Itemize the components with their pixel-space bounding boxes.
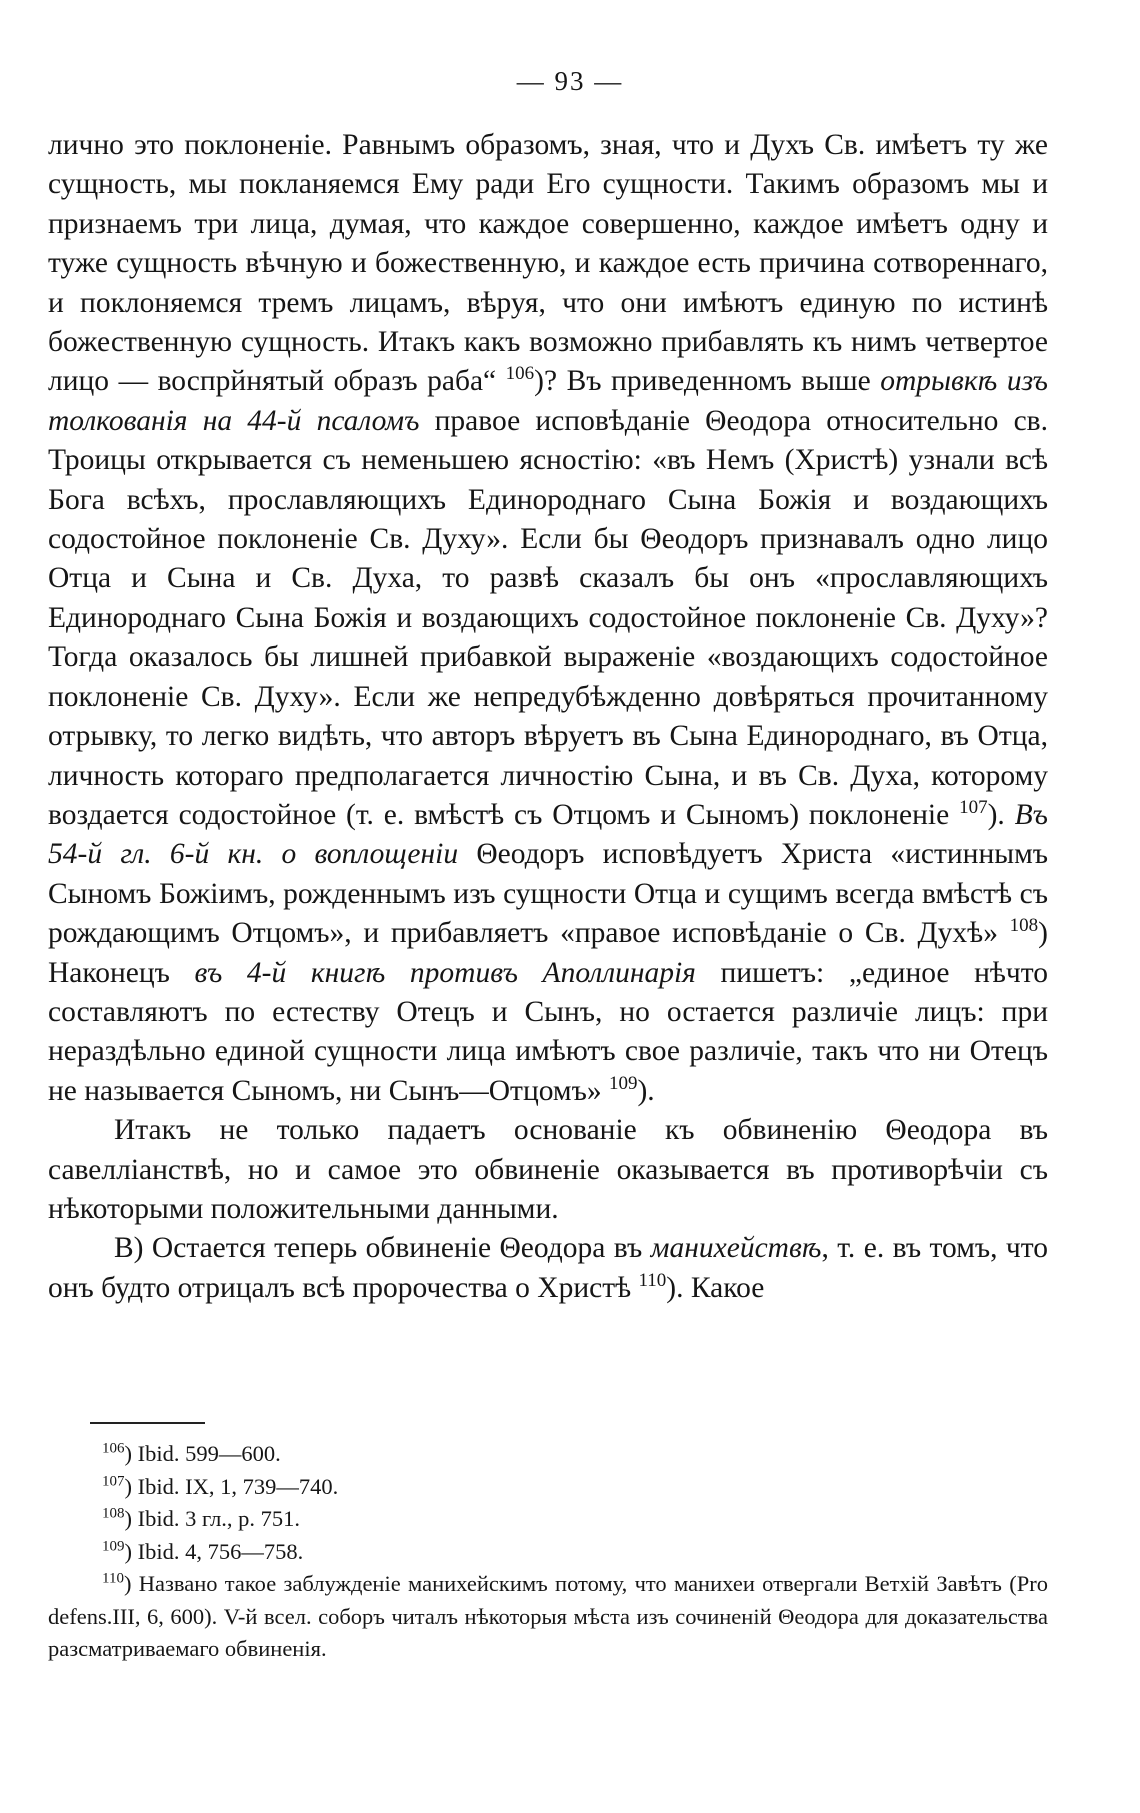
text-run: лично это поклоненіе. Равнымъ образомъ, зная, что и Духъ Св. имѣетъ ту же сущность, мы покланяемся Ему ради Его сущности. Такимъ образомъ мы и признаемъ три лица, думая, что каждое совершенно, каждое имѣетъ одну и туже сущность вѣчную и божественную, и каждое есть причина сотвореннаго, и поклоняемся тремъ лицамъ, вѣруя, что они имѣютъ единую по истинѣ божественную сущность. Итакъ какъ возможно прибавлять къ нимъ четвертое лицо — воспрйнятый образъ раба“ bbox=[48, 129, 1048, 398]
text-run: ). bbox=[987, 798, 1015, 831]
footnote-number: 110 bbox=[102, 1570, 124, 1587]
footnote-reference: 109 bbox=[608, 1072, 638, 1094]
footnote bbox=[48, 1438, 1048, 1471]
text-run: ) Наконецъ bbox=[48, 917, 1048, 989]
footnote-reference: 110 bbox=[638, 1269, 667, 1291]
footnote-reference: 108 bbox=[1009, 915, 1039, 937]
footnote-text: ) Ibid. IX, 1, 739—740. bbox=[124, 1473, 339, 1499]
footnotes bbox=[48, 1438, 1048, 1666]
footnote-number: 107 bbox=[102, 1473, 125, 1489]
text-run: В) Остается теперь обвиненіе Θеодора въ bbox=[114, 1232, 651, 1265]
footnote-reference: 107 bbox=[959, 797, 988, 819]
italic-citation: Въ 54-й гл. 6-й кн. о воплощеніи bbox=[48, 798, 1048, 871]
footnote-reference: 106 bbox=[505, 363, 535, 385]
text-run: Θеодоръ исповѣдуетъ Христа «истиннымъ Сыномъ Божіимъ, рожденнымъ изъ сущности Отца и сущимъ всегда вмѣстѣ съ рождающимъ Отцомъ», и прибавляетъ «правое исповѣданіе о Св. Духѣ» bbox=[48, 838, 1048, 950]
footnote-text: ) Ibid. 599—600. bbox=[124, 1441, 281, 1466]
footnote-text: ) Ibid. 4, 756—758. bbox=[124, 1538, 304, 1564]
footnote-text: ) Ibid. 3 гл., р. 751. bbox=[124, 1506, 301, 1531]
footnote-separator bbox=[90, 1422, 205, 1424]
paragraph-continued bbox=[48, 126, 1048, 1111]
footnote-number: 108 bbox=[102, 1505, 125, 1522]
footnote bbox=[48, 1471, 1048, 1504]
footnote-number: 106 bbox=[102, 1440, 125, 1457]
main-text bbox=[48, 126, 1048, 1308]
paragraph-section-b bbox=[48, 1229, 1048, 1308]
italic-citation: въ 4-й книгѣ противъ Аполлинарія bbox=[194, 956, 696, 989]
text-run: пишетъ: „единое нѣчто составляютъ по естеству Отецъ и Сынъ, но остается различіе лицъ: при нераздѣльно единой сущности лица имѣютъ свое различіе, такъ что ни Отецъ не называется Сыномъ, ни Сынъ—Отцомъ» bbox=[48, 956, 1048, 1107]
page-number: — 93 — bbox=[516, 66, 624, 96]
text-run: ). Какое bbox=[666, 1271, 765, 1304]
text-run: ). bbox=[637, 1074, 655, 1107]
footnote bbox=[48, 1536, 1048, 1569]
footnote bbox=[48, 1503, 1048, 1536]
footnote bbox=[48, 1568, 1048, 1666]
text-run: Итакъ не только падаетъ основаніе къ обвиненію Θеодора въ савелліанствѣ, но и самое это обвиненіе оказывается въ противорѣчіи съ нѣкоторыми положительными данными. bbox=[48, 1114, 1048, 1225]
footnote-number: 109 bbox=[102, 1538, 125, 1554]
text-run: , т. е. въ томъ, что онъ будто отрицалъ всѣ пророчества о Христѣ bbox=[48, 1232, 1049, 1304]
text-run: )? Въ приведенномъ выше bbox=[534, 365, 881, 398]
italic-citation: отрывкѣ изъ толкованія на 44-й псаломъ bbox=[48, 365, 1048, 437]
paragraph-conclusion bbox=[48, 1111, 1048, 1229]
footnote-text: ) Названо такое заблужденіе манихейскимъ потому, что манихеи отвергали Ветхій Завѣтъ (Pro defens.III, 6, 600). V-й всел. соборъ читалъ нѣкоторыя мѣста изъ сочиненій Θеодора для доказательства разсматриваемаго обвиненія. bbox=[48, 1571, 1048, 1661]
italic-citation: манихействѣ bbox=[650, 1232, 822, 1265]
text-run: правое исповѣданіе Θеодора относительно св. Троицы открывается съ неменьшею ясностію: «въ Немъ (Христѣ) узнали всѣ Бога всѣхъ, прославляющихъ Единороднаго Сына Божія и воздающихъ содостойное поклоненіе Св. Духу». Если бы Θеодоръ признавалъ одно лицо Отца и Сына и Св. Духа, то развѣ сказалъ бы онъ «прославляющихъ Единороднаго Сына Божія и воздающихъ содостойное поклоненіе Св. Духу»? Тогда оказалось бы лишней прибавкой выраженіе «воздающихъ содостойное поклоненіе Св. Духу». Если же непредубѣжденно довѣряться прочитанному отрывку, то легко видѣть, что авторъ вѣруетъ въ Сына Единороднаго, въ Отца, личность котораго предполагается личностію Сына, и въ Св. Духа, которому воздается содостойное (т. е. вмѣстѣ съ Отцомъ и Сыномъ) поклоненіе bbox=[48, 404, 1048, 831]
